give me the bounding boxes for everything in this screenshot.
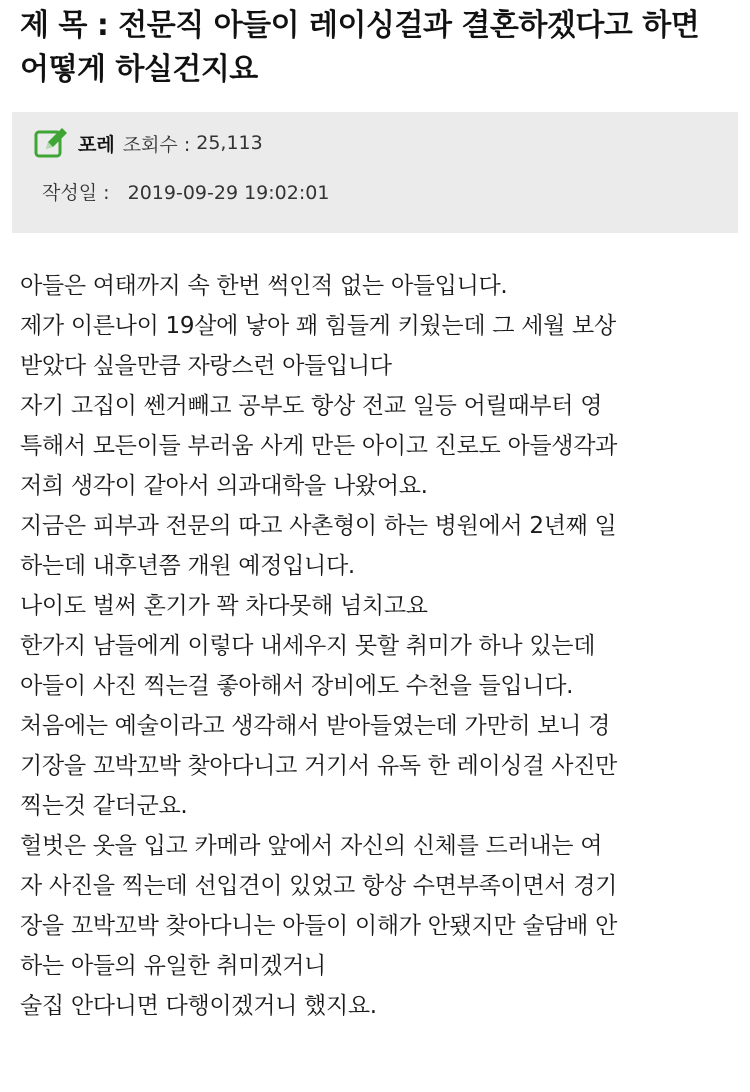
body-line: 아들이 사진 찍는걸 좋아해서 장비에도 수천을 들입니다. <box>20 673 574 699</box>
body-line: 장을 꼬박꼬박 찾아다니는 아들이 이해가 안됐지만 술담배 안 <box>20 913 618 939</box>
post-date: 2019-09-29 19:02:01 <box>127 182 330 204</box>
body-line: 지금은 피부과 전문의 따고 사촌형이 하는 병원에서 2년째 일 <box>20 513 617 539</box>
body-line: 아들은 여태까지 속 한번 썩인적 없는 아들입니다. <box>20 273 508 299</box>
body-line: 하는 아들의 유일한 취미겠거니 <box>20 953 326 979</box>
body-line: 처음에는 예술이라고 생각해서 받아들였는데 가만히 보니 경 <box>20 713 611 739</box>
views-label: 조회수 : <box>122 133 191 156</box>
author-name[interactable]: 포레 <box>78 133 115 156</box>
views-count: 25,113 <box>196 132 263 154</box>
body-line: 한가지 남들에게 이렇다 내세우지 못할 취미가 하나 있는데 <box>20 633 596 659</box>
body-line: 저희 생각이 같아서 의과대학을 나왔어요. <box>20 473 428 499</box>
body-line: 하는데 내후년쯤 개원 예정입니다. <box>20 553 355 579</box>
body-line: 술집 안다니면 다행이겠거니 했지요. <box>20 993 377 1019</box>
edit-icon <box>34 126 70 160</box>
post-meta <box>12 112 738 233</box>
body-line: 자 사진을 찍는데 선입견이 있었고 항상 수면부족이면서 경기 <box>20 873 618 899</box>
body-line: 특해서 모든이들 부러움 사게 만든 아이고 진로도 아들생각과 <box>20 433 618 459</box>
body-line: 제가 이른나이 19살에 낳아 꽤 힘들게 키웠는데 그 세월 보상 <box>20 313 616 339</box>
date-row <box>42 178 329 205</box>
date-label: 작성일 : <box>42 182 110 204</box>
body-line: 기장을 꼬박꼬박 찾아다니고 거기서 유독 한 레이싱걸 사진만 <box>20 753 618 779</box>
post-title: 제 목 : 전문직 아들이 레이싱걸과 결혼하겠다고 하면 어떻게 하실건지요 <box>20 8 700 87</box>
body-line: 자기 고집이 쎈거빼고 공부도 항상 전교 일등 어릴때부터 영 <box>20 393 603 419</box>
author-row <box>34 126 263 160</box>
post-body <box>20 266 740 1026</box>
body-line: 나이도 벌써 혼기가 꽉 차다못해 넘치고요 <box>20 593 428 619</box>
body-line: 받았다 싶을만큼 자랑스런 아들입니다 <box>20 353 392 379</box>
body-line: 찍는것 같더군요. <box>20 793 188 819</box>
body-line: 헐벗은 옷을 입고 카메라 앞에서 자신의 신체를 드러내는 여 <box>20 833 603 859</box>
